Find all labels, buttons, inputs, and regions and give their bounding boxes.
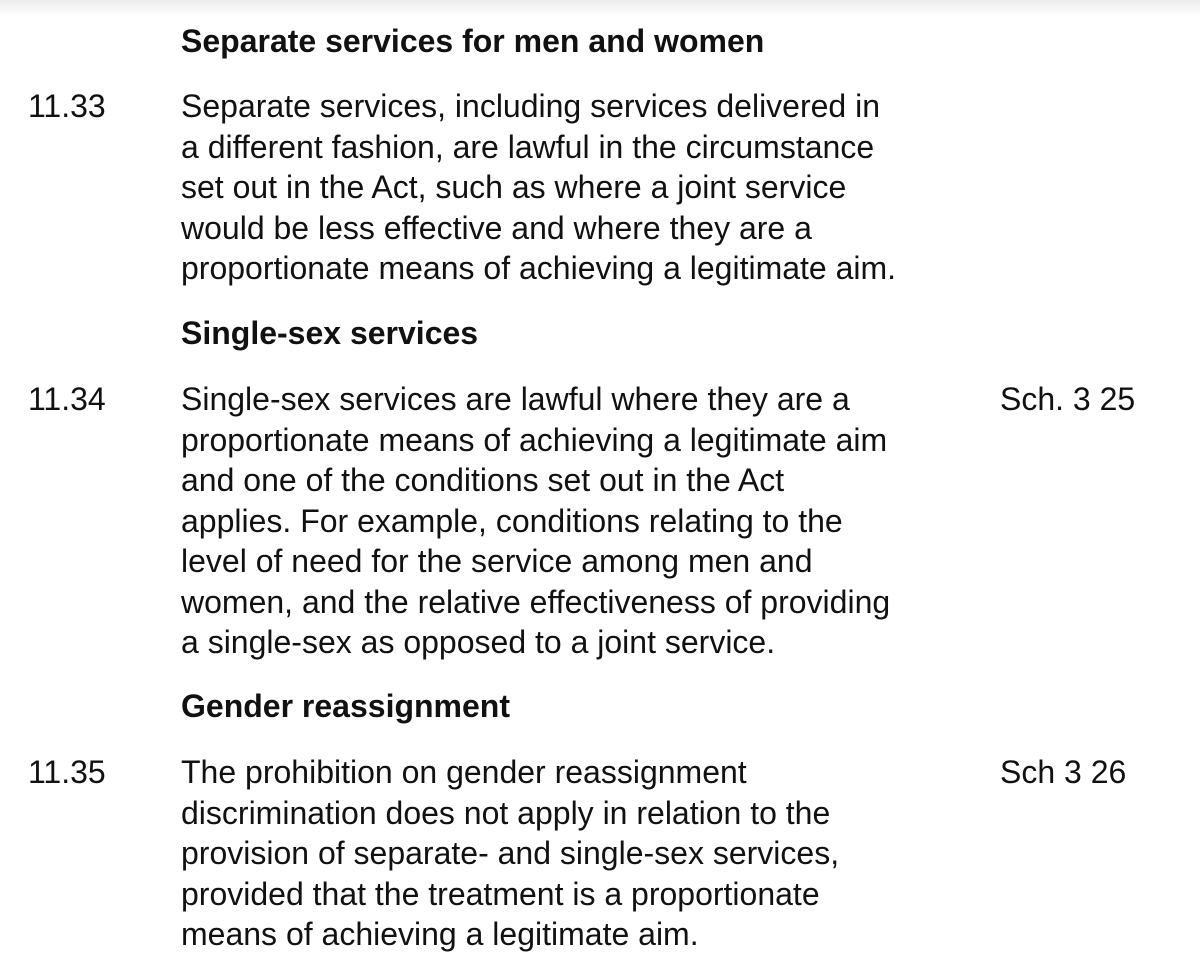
paragraph-line: a single-sex as opposed to a joint service. xyxy=(181,624,776,660)
paragraph-line: Single-sex services are lawful where they are a xyxy=(181,381,850,417)
paragraph-line: would be less effective and where they are a xyxy=(181,209,812,246)
margin-reference-11-35: Sch 3 26 xyxy=(1000,754,1127,790)
paragraph-number-11-35: 11.35 xyxy=(28,754,106,790)
paragraph-line: level of need for the service among men and xyxy=(181,543,813,579)
paragraph-body-11-35 xyxy=(181,752,981,955)
paragraph-number-11-34: 11.34 xyxy=(28,381,106,417)
paragraph-number-11-33: 11.33 xyxy=(28,88,106,124)
section-heading-single-sex-services: Single-sex services xyxy=(181,315,479,351)
paragraph-line: provided that the treatment is a proportionate xyxy=(181,875,820,912)
section-heading-gender-reassignment: Gender reassignment xyxy=(181,688,510,724)
section-heading-separate-services: Separate services for men and women xyxy=(181,23,765,59)
paragraph-body-11-33 xyxy=(181,86,981,289)
paragraph-body-11-34 xyxy=(181,379,981,663)
paragraph-line: women, and the relative effectiveness of providing xyxy=(181,583,891,620)
paragraph-line: provision of separate- and single-sex services, xyxy=(181,835,840,871)
paragraph-line: proportionate means of achieving a legitimate aim xyxy=(181,421,888,458)
paragraph-line: and one of the conditions set out in the Act xyxy=(181,462,785,498)
paragraph-line: The prohibition on gender reassignment xyxy=(181,754,747,790)
page-top-shadow xyxy=(0,0,1200,16)
paragraph-line: set out in the Act, such as where a joint service xyxy=(181,169,847,205)
margin-reference-11-34: Sch. 3 25 xyxy=(1000,381,1136,417)
paragraph-line: Separate services, including services delivered in xyxy=(181,88,881,124)
paragraph-line: discrimination does not apply in relation to the xyxy=(181,794,831,831)
paragraph-line: means of achieving a legitimate aim. xyxy=(181,916,699,952)
paragraph-line: applies. For example, conditions relating to the xyxy=(181,502,843,539)
paragraph-line: proportionate means of achieving a legitimate aim. xyxy=(181,250,897,286)
paragraph-line: a different fashion, are lawful in the circumstance xyxy=(181,128,875,165)
